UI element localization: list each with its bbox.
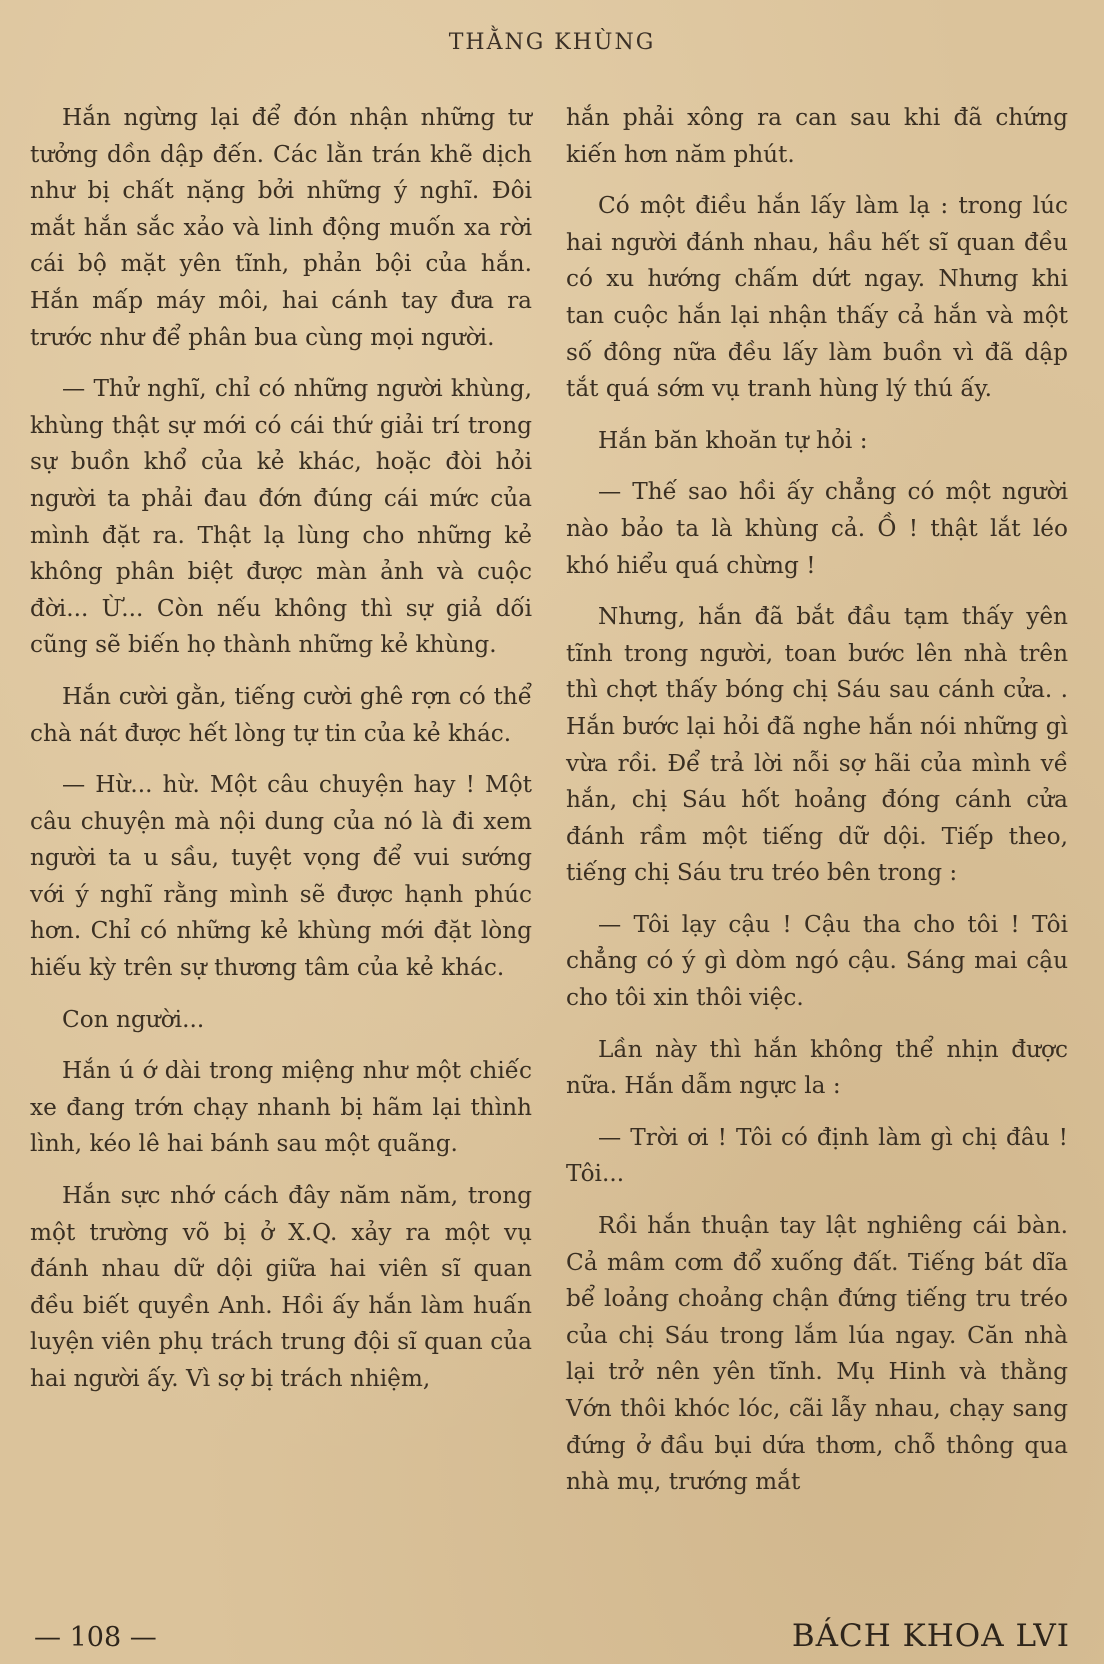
paragraph: — Hừ... hừ. Một câu chuyện hay ! Một câu chuyện mà nội dung của nó là đi xem người ta u sầu, tuyệt vọng để vui sướng với ý nghĩ rằng mình sẽ được hạnh phúc hơn. Chỉ có những kẻ khùng mới đặt lòng hiếu kỳ trên sự thương tâm của kẻ khác.	[30, 771, 532, 982]
paragraph: Hắn sực nhớ cách đây năm năm, trong một trường võ bị ở X.Q. xảy ra một vụ đánh nhau dữ dội giữa hai viên sĩ quan đều biết quyền Anh. Hồi ấy hắn làm huấn luyện viên phụ trách trung đội sĩ quan của hai người ấy. Vì sợ bị trách nhiệm,	[30, 1182, 532, 1392]
left-column	[30, 100, 532, 1413]
paragraph: Nhưng, hắn đã bắt đầu tạm thấy yên tĩnh trong người, toan bước lên nhà trên thì chợt thấy bóng chị Sáu sau cánh cửa. . Hắn bước lại hỏi đã nghe hắn nói những gì vừa rồi. Để trả lời nỗi sợ hãi của mình về hắn, chị Sáu hốt hoảng đóng cánh cửa đánh rầm một tiếng dữ dội. Tiếp theo, tiếng chị Sáu tru tréo bên trong :	[566, 603, 1068, 887]
paragraph: — Thử nghĩ, chỉ có những người khùng, khùng thật sự mới có cái thứ giải trí trong sự buồn khổ của kẻ khác, hoặc đòi hỏi người ta phải đau đớn đúng cái mức của mình đặt ra. Thật lạ lùng cho những kẻ không phân biệt được màn ảnh và cuộc đời... Ừ... Còn nếu không thì sự giả dối cũng sẽ biến họ thành những kẻ khùng.	[30, 375, 532, 659]
page-number: — 108 —	[34, 1622, 157, 1653]
paragraph: Lần này thì hắn không thể nhịn được nữa. Hắn dẫm ngực la :	[566, 1035, 1068, 1100]
paragraph: Con người...	[62, 1005, 205, 1033]
continued-paragraph: hắn phải xông ra can sau khi đã chứng kiến hơn năm phút.	[566, 104, 1068, 168]
paragraph: Hắn ngừng lại để đón nhận những tư tưởng dồn dập đến. Các lằn trán khẽ dịch như bị chất nặng bởi những ý nghĩ. Đôi mắt hắn sắc xảo và linh động muốn xa rời cái bộ mặt yên tĩnh, phản bội của hắn. Hắn mấp máy môi, hai cánh tay đưa ra trước như để phân bua cùng mọi người.	[30, 104, 532, 351]
paragraph: Hắn cười gằn, tiếng cười ghê rợn có thể chà nát được hết lòng tự tin của kẻ khác.	[30, 682, 532, 747]
paragraph: — Thế sao hồi ấy chẳng có một người nào bảo ta là khùng cả. Ồ ! thật lắt léo khó hiểu quá chừng !	[566, 478, 1068, 579]
paragraph: Hắn ú ớ dài trong miệng như một chiếc xe đang trớn chạy nhanh bị hãm lại thình lình, kéo lê hai bánh sau một quãng.	[30, 1057, 532, 1158]
publication-name: BÁCH KHOA LVI	[791, 1618, 1070, 1654]
paragraph: Hắn băn khoăn tự hỏi :	[598, 426, 868, 454]
paragraph: — Trời ơi ! Tôi có định làm gì chị đâu ! Tôi...	[566, 1123, 1068, 1188]
running-header: THẰNG KHÙNG	[448, 30, 656, 55]
paragraph: Rồi hắn thuận tay lật nghiêng cái bàn. Cả mâm cơm đổ xuống đất. Tiếng bát dĩa bể loảng choảng chận đứng tiếng tru tréo của chị Sáu trong lắm lúa ngay. Căn nhà lại trở nên yên tĩnh. Mụ Hinh và thằng Vớn thôi khóc lóc, cãi lẫy nhau, chạy sang đứng ở đầu bụi dứa thơm, chỗ thông qua nhà mụ, trướng mắt	[566, 1212, 1068, 1496]
paragraph: — Tôi lạy cậu ! Cậu tha cho tôi ! Tôi chẳng có ý gì dòm ngó cậu. Sáng mai cậu cho tôi xin thôi việc.	[566, 910, 1068, 1012]
right-column	[566, 100, 1068, 1516]
paragraph: Có một điều hắn lấy làm lạ : trong lúc hai người đánh nhau, hầu hết sĩ quan đều có xu hướng chấm dứt ngay. Nhưng khi tan cuộc hắn lại nhận thấy cả hắn và một số đông nữa đều lấy làm buồn vì đã dập tắt quá sớm vụ tranh hùng lý thú ấy.	[566, 192, 1068, 403]
